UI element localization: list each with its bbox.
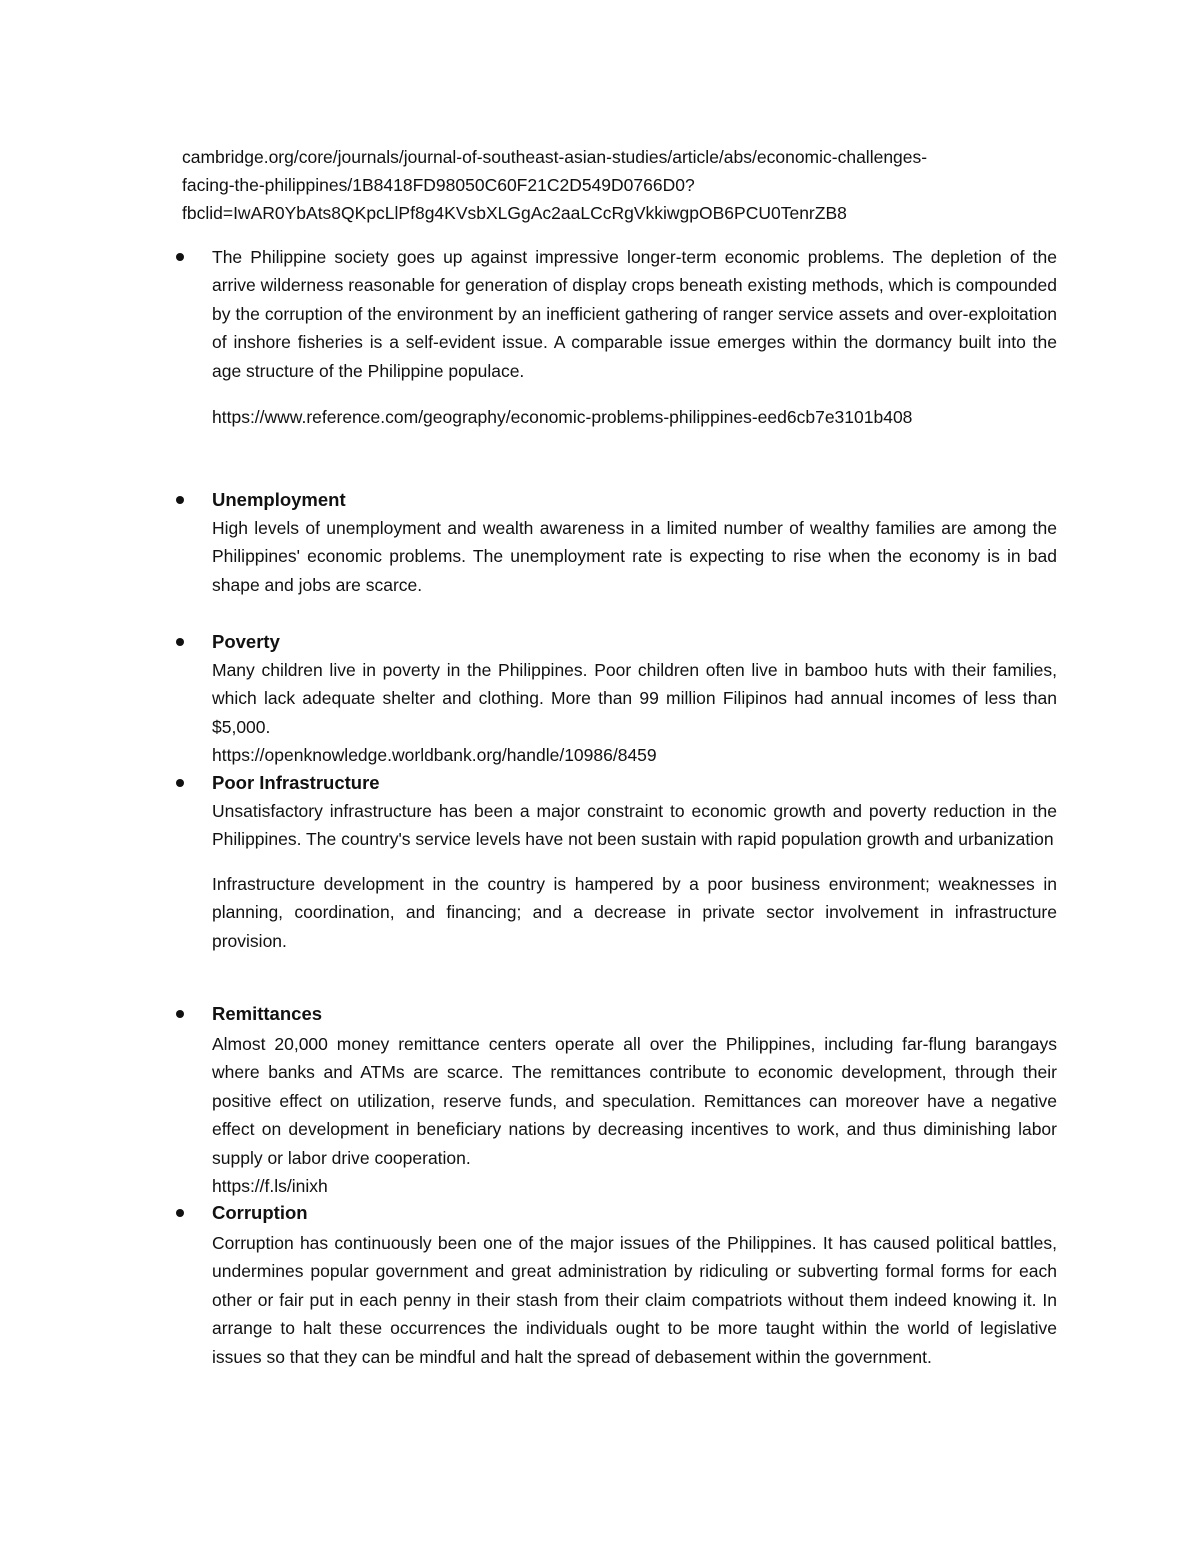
unemployment-paragraph: High levels of unemployment and wealth awareness in a limited number of wealthy families are among the Philippines' economic problems. The unemployment rate is expecting to rise when the economy is in bad shape and jobs are scarce. xyxy=(212,518,1057,595)
remittances-heading: Remittances xyxy=(212,1003,323,1024)
corruption-heading: Corruption xyxy=(212,1202,308,1223)
corruption-paragraph: Corruption has continuously been one of the major issues of the Philippines. It has caused political battles, undermines popular government and great administration by ridiculing or subverting formal forms for each other or fair put in each penny in their stash from their claim compatriots without them indeed knowing it. In arrange to halt these occurrences the individuals ought to be more taught within the world of legislative issues so that they can be mindful and halt the spread of debasement within the government. xyxy=(212,1233,1057,1367)
intro-paragraph: The Philippine society goes up against impressive longer-term economic problems. The depletion of the arrive wilderness reasonable for generation of display crops beneath existing methods, which is compounded by the corruption of the environment by an inefficient gathering of ranger service assets and over-exploitation of inshore fisheries is a self-evident issue. A comparable issue emerges within the dormancy built into the age structure of the Philippine populace. xyxy=(212,247,1057,381)
remittances-link[interactable]: https://f.ls/inixh xyxy=(212,1176,328,1197)
infrastructure-paragraph-1: Unsatisfactory infrastructure has been a major constraint to economic growth and poverty reduction in the Philippines. The country's service levels have not been sustain with rapid population growth and urbanization xyxy=(212,801,1057,850)
bullet-icon xyxy=(176,1010,184,1018)
source-url-line-2[interactable]: facing-the-philippines/1B8418FD98050C60F21C2D549D0766D0? xyxy=(182,175,695,195)
poverty-heading: Poverty xyxy=(212,631,280,652)
poverty-link[interactable]: https://openknowledge.worldbank.org/handle/10986/8459 xyxy=(212,745,657,766)
poverty-paragraph: Many children live in poverty in the Philippines. Poor children often live in bamboo huts with their families, which lack adequate shelter and clothing. More than 99 million Filipinos had annual incomes of less than $5,000. xyxy=(212,660,1057,737)
bullet-icon xyxy=(176,496,184,504)
source-url-line-1[interactable]: cambridge.org/core/journals/journal-of-southeast-asian-studies/article/abs/economic-challenges- xyxy=(182,147,928,167)
bullet-icon xyxy=(176,1209,184,1217)
bullet-icon xyxy=(176,253,184,261)
bullet-icon xyxy=(176,638,184,646)
infrastructure-paragraph-2: Infrastructure development in the country is hampered by a poor business environment; weaknesses in planning, coordination, and financing; and a decrease in private sector involvement in infrastructure provision. xyxy=(212,873,1057,951)
infrastructure-heading: Poor Infrastructure xyxy=(212,772,380,793)
bullet-icon xyxy=(176,779,184,787)
source-url-line-3[interactable]: fbclid=IwAR0YbAts8QKpcLlPf8g4KVsbXLGgAc2aaLCcRgVkkiwgpOB6PCU0TenrZB8 xyxy=(182,203,847,223)
remittances-paragraph: Almost 20,000 money remittance centers operate all over the Philippines, including far-flung barangays where banks and ATMs are scarce. The remittances contribute to economic development, through their positive effect on utilization, reserve funds, and speculation. Remittances can moreover have a negative effect on development in beneficiary nations by decreasing incentives to work, and thus diminishing labor supply or labor drive cooperation. xyxy=(212,1034,1057,1168)
source-url[interactable] xyxy=(182,143,1062,227)
unemployment-heading: Unemployment xyxy=(212,489,346,510)
intro-link[interactable]: https://www.reference.com/geography/economic-problems-philippines-eed6cb7e3101b408 xyxy=(212,407,913,428)
